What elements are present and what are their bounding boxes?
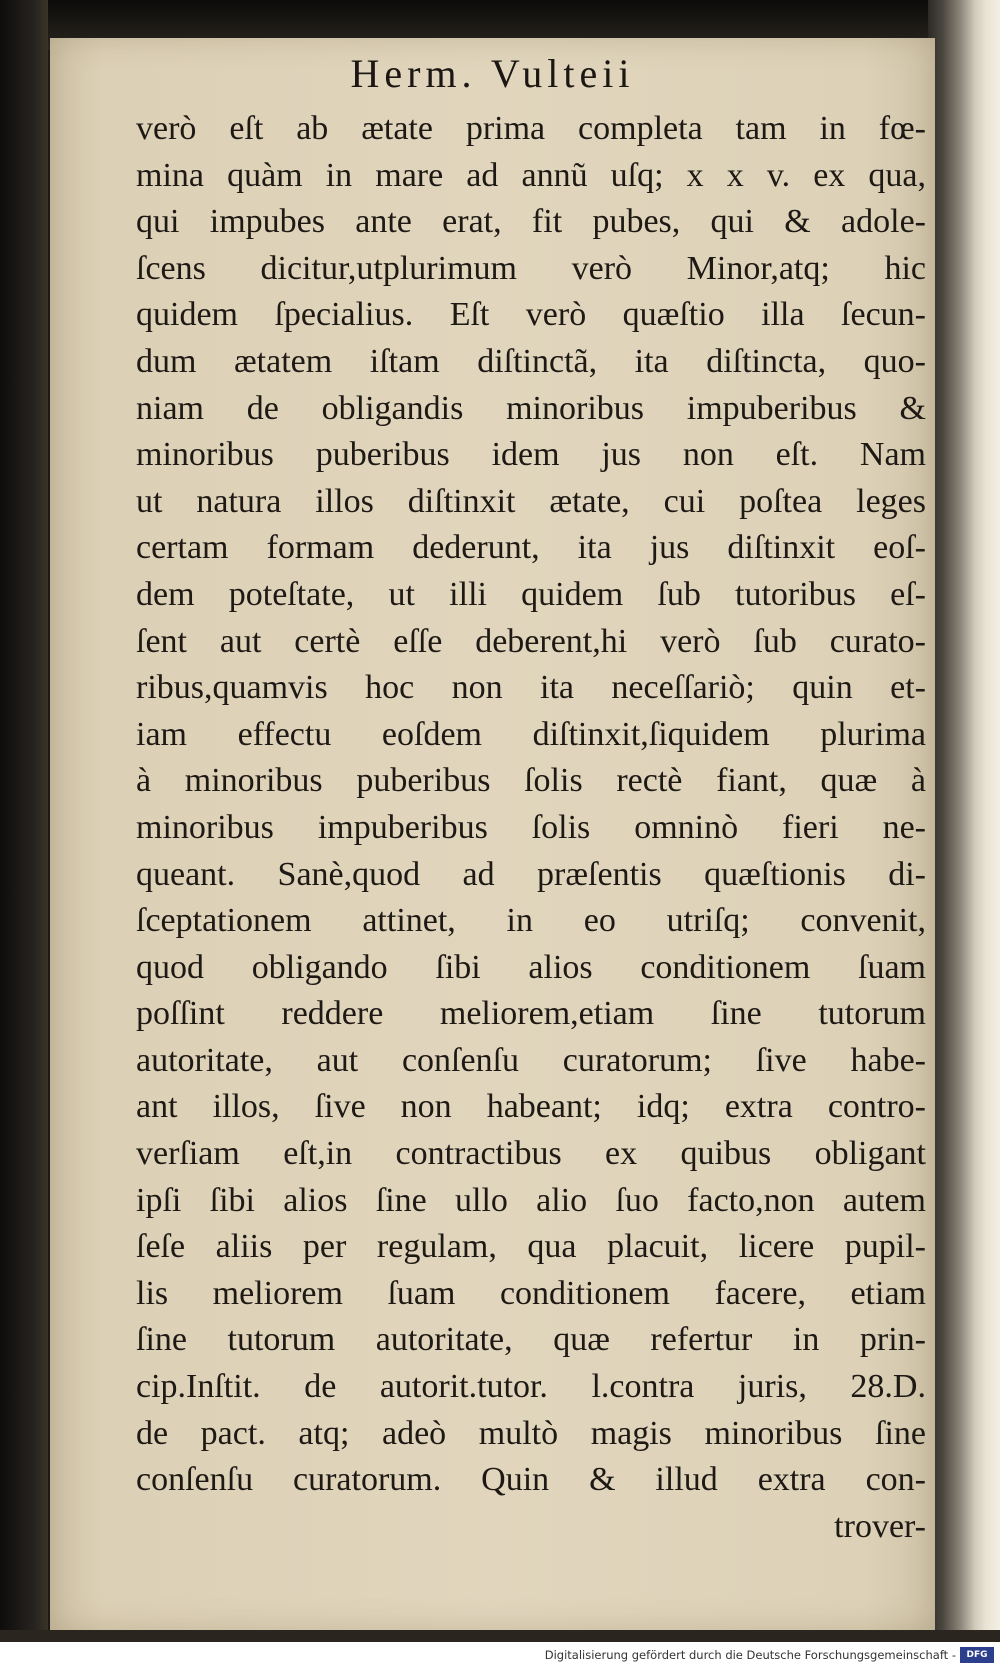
text-line: verò eſt ab ætate prima completa tam in fœ- (136, 110, 926, 147)
footer-credit: Digitalisierung gefördert durch die Deutsche Forschungsgemeinschaft - (544, 1648, 956, 1662)
digitization-footer (0, 1642, 1000, 1670)
text-line: autoritate, aut conſenſu curatorum; ſive habe- (136, 1041, 926, 1079)
text-line: ſeſe aliis per regulam, qua placuit, licere pupil- (136, 1228, 926, 1266)
text-line: de pact. atq; adeò multò magis minoribus ſine (136, 1414, 926, 1452)
text-line: poſſint reddere meliorem,etiam ſine tutorum (136, 995, 926, 1033)
text-line: ſceptationem attinet, in eo utriſq; convenit, (136, 902, 926, 940)
text-line: iam effectu eoſdem diſtinxit,ſiquidem plurima (136, 715, 926, 753)
text-line: cip.Inſtit. de autorit.tutor. l.contra juris, 28.D. (136, 1368, 926, 1406)
text-line: ſcens dicitur,utplurimum verò Minor,atq; hic (136, 249, 926, 287)
text-line: minoribus puberibus idem jus non eſt. Nam (136, 436, 926, 474)
text-line: ant illos, ſive non habeant; idq; extra contro- (136, 1088, 926, 1126)
body-text (136, 106, 926, 1550)
book-page (50, 38, 935, 1630)
text-line: ſine tutorum autoritate, quæ refertur in prin- (136, 1321, 926, 1359)
running-head: Herm. Vulteii (350, 51, 635, 96)
text-line: ſent aut certè eſſe deberent,hi verò ſub curato- (136, 622, 926, 660)
text-line: ribus,quamvis hoc non ita neceſſariò; quin et- (136, 669, 926, 707)
catchword: trover- (834, 1507, 926, 1545)
text-line: à minoribus puberibus ſolis rectè fiant, quæ à (136, 762, 926, 800)
text-line: ipſi ſibi alios ſine ullo alio ſuo facto,non autem (136, 1181, 926, 1219)
text-line: quidem ſpecialius. Eſt verò quæſtio illa ſecun- (136, 296, 926, 334)
dfg-logo[interactable]: DFG (960, 1647, 994, 1663)
scan-left-edge (0, 0, 48, 1670)
text-line: verſiam eſt,in contractibus ex quibus obligant (136, 1135, 926, 1173)
text-line: dum ætatem iſtam diſtinctã, ita diſtincta, quo- (136, 342, 926, 380)
text-line: qui impubes ante erat, fit pubes, qui & adole- (136, 203, 926, 241)
text-line: quod obligando ſibi alios conditionem ſuam (136, 948, 926, 986)
text-line: lis meliorem ſuam conditionem facere, etiam (136, 1274, 926, 1312)
text-line: minoribus impuberibus ſolis omninò fieri ne- (136, 808, 926, 846)
text-line: queant. Sanè,quod ad præſentis quæſtionis di- (136, 855, 926, 893)
scan-bottom-edge (0, 1630, 1000, 1642)
text-line: dem poteſtate, ut illi quidem ſub tutoribus eſ- (136, 575, 926, 613)
text-line: niam de obligandis minoribus impuberibus & (136, 389, 926, 427)
text-line: mina quàm in mare ad annũ uſq; x x v. ex qua, (136, 156, 926, 194)
text-line: conſenſu curatorum. Quin & illud extra con- (136, 1461, 926, 1499)
text-line: ut natura illos diſtinxit ætate, cui poſtea leges (136, 482, 926, 520)
text-line: certam formam dederunt, ita jus diſtinxit eoſ- (136, 529, 926, 567)
book-edge-right (928, 0, 1000, 1670)
